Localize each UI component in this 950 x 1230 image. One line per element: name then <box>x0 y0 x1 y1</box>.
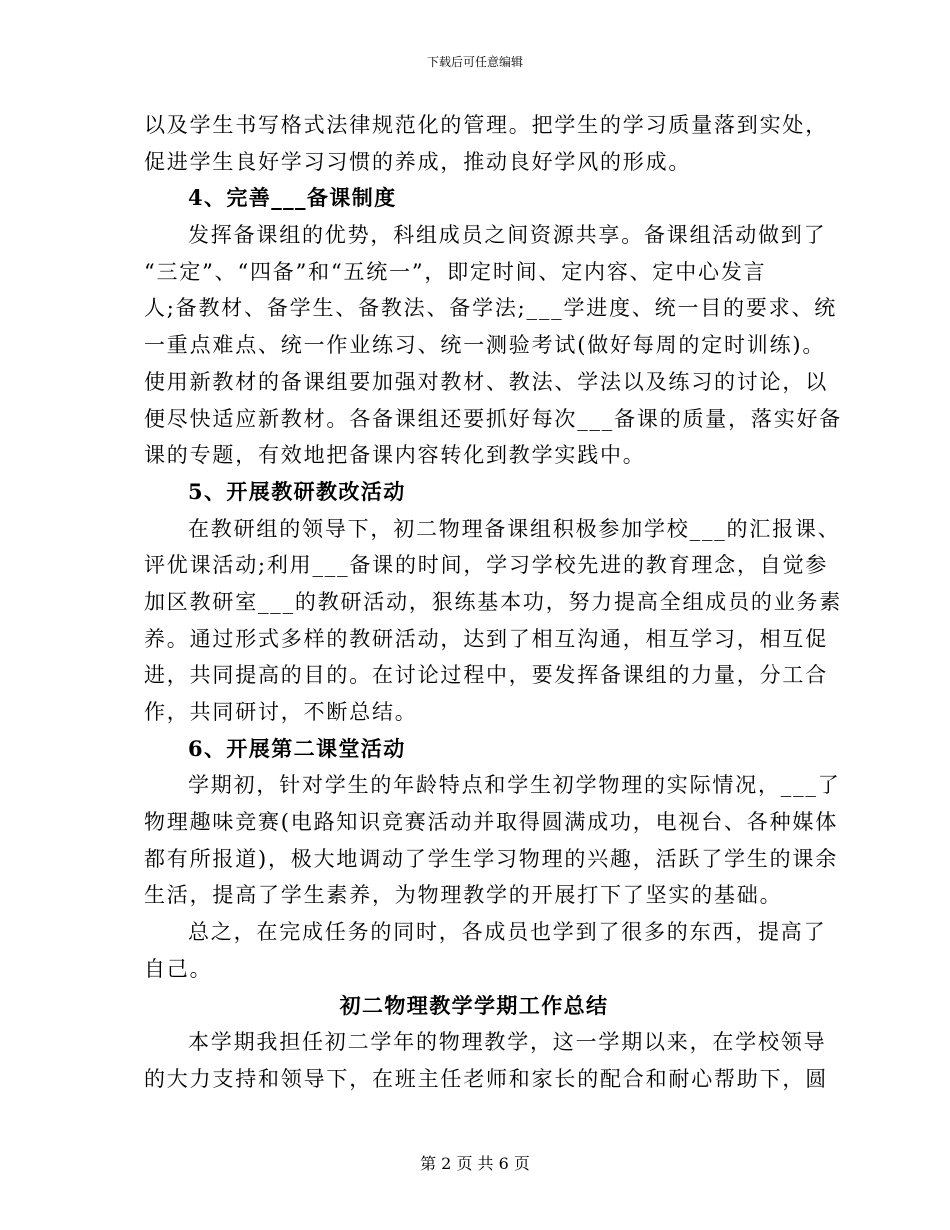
document-body <box>144 107 843 1098</box>
section-heading: 4、完善___备课制度 <box>188 185 397 211</box>
body-line: 便尽快适应新教材。各备课组还要抓好每次___备课的质量，落实好备 <box>144 406 843 431</box>
body-line: 都有所报道)，极大地调动了学生学习物理的兴趣，活跃了学生的课余 <box>144 846 838 871</box>
body-line: “三定”、“四备”和“五统一”，即定时间、定内容、定中心发言 <box>144 259 767 284</box>
body-line: 加区教研室___的教研活动，狠练基本功，努力提高全组成员的业务素 <box>144 589 843 614</box>
body-line: 自己。 <box>144 956 213 981</box>
paragraph-first-line: 发挥备课组的优势，科组成员之间资源共享。备课组活动做到了 <box>188 223 827 248</box>
section-heading: 6、开展第二课堂活动 <box>188 735 406 761</box>
paragraph-first-line: 在教研组的领导下，初二物理备课组积极参加学校___的汇报课、 <box>188 516 841 541</box>
body-line: 促进学生良好学习习惯的养成，推动良好学风的形成。 <box>144 149 692 174</box>
body-line: 使用新教材的备课组要加强对教材、教法、学法以及练习的讨论，以 <box>144 369 828 394</box>
page-number: 第 2 页 共 6 页 <box>420 1154 530 1173</box>
section-heading: 5、开展教研教改活动 <box>188 478 406 504</box>
document-title: 初二物理教学学期工作总结 <box>339 992 609 1018</box>
body-line: 人;备教材、备学生、备教法、备学法;___学进度、统一目的要求、统 <box>144 296 838 321</box>
body-line: 的大力支持和领导下，在班主任老师和家长的配合和耐心帮助下，圆 <box>144 1066 828 1091</box>
body-line: 以及学生书写格式法律规范化的管理。把学生的学习质量落到实处， <box>144 113 828 137</box>
body-line: 课的专题，有效地把备课内容转化到教学实践中。 <box>144 443 646 468</box>
body-line: 作，共同研讨，不断总结。 <box>144 700 418 724</box>
paragraph-first-line: 本学期我担任初二学年的物理教学，这一学期以来，在学校领导 <box>188 1030 827 1055</box>
page-header-note: 下载后可任意编辑 <box>426 55 523 69</box>
body-line: 养。通过形式多样的教研活动，达到了相互沟通，相互学习，相互促 <box>144 626 828 651</box>
body-line: 一重点难点、统一作业练习、统一测验考试(做好每周的定时训练)。 <box>144 333 826 358</box>
body-line: 物理趣味竞赛(电路知识竞赛活动并取得圆满成功，电视台、各种媒体 <box>144 810 838 835</box>
paragraph-first-line: 总之，在完成任务的同时，各成员也学到了很多的东西，提高了 <box>188 920 827 945</box>
paragraph-first-line: 学期初，针对学生的年龄特点和学生初学物理的实际情况，___了 <box>188 773 841 798</box>
body-line: 评优课活动;利用___备课的时间，学习学校先进的教育理念，自觉参 <box>144 553 829 578</box>
body-line: 进，共同提高的目的。在讨论过程中，要发挥备课组的力量，分工合 <box>144 663 828 688</box>
body-line: 生活，提高了学生素养，为物理教学的开展打下了坚实的基础。 <box>144 883 783 908</box>
